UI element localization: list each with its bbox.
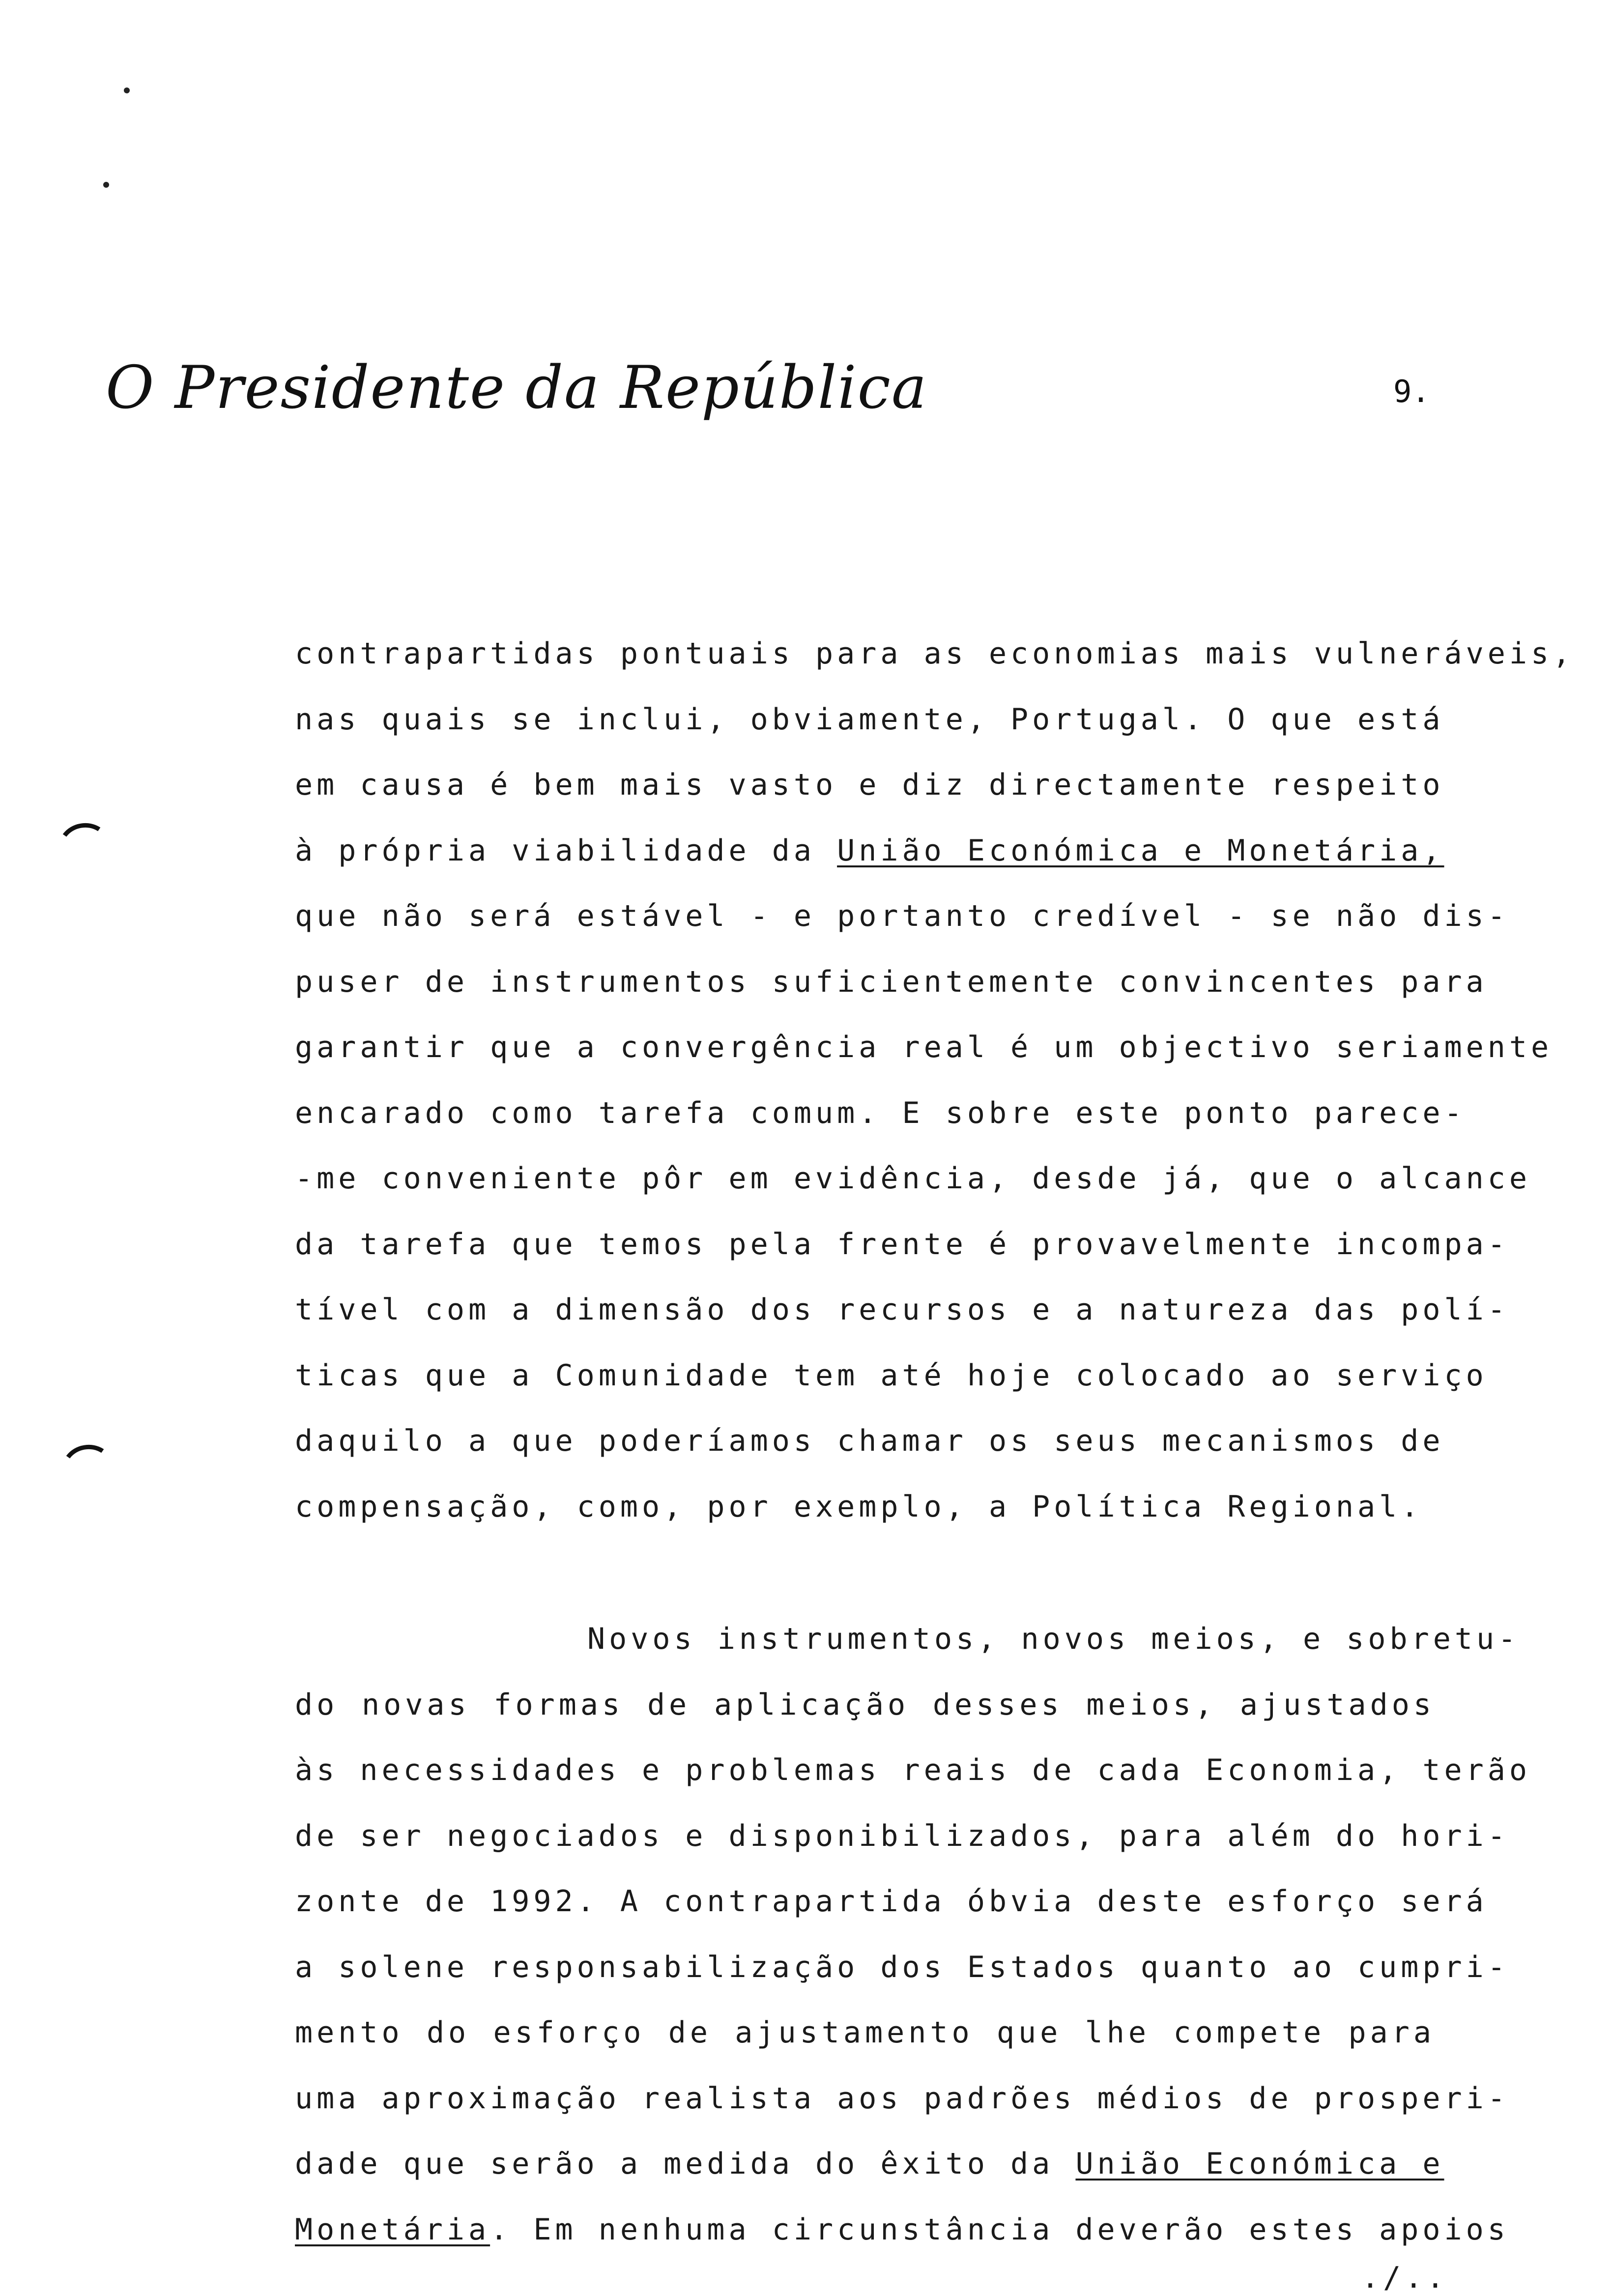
text-line: tível com a dimensão dos recursos e a natureza das polí- — [295, 1292, 1509, 1327]
text-line: nas quais se inclui, obviamente, Portugal. O que está — [295, 702, 1444, 737]
text-line: mento do esforço de ajustamento que lhe compete para — [295, 2015, 1435, 2050]
underlined-term: Monetária — [295, 2212, 490, 2247]
continuation-mark: ./.. — [1361, 2261, 1448, 2295]
text-line: da tarefa que temos pela frente é provavelmente incompa- — [295, 1227, 1509, 1262]
text-line — [295, 833, 1444, 868]
text-line: garantir que a convergência real é um objectivo seriamente — [295, 1030, 1553, 1064]
text-line: contrapartidas pontuais para as economias mais vulneráveis, — [295, 636, 1575, 671]
text-segment: . Em nenhuma circunstância deverão estes apoios — [490, 2212, 1509, 2247]
text-segment: à própria viabilidade da — [295, 833, 837, 868]
text-line — [295, 2212, 1509, 2247]
text-line: puser de instrumentos suficientemente convincentes para — [295, 964, 1488, 999]
page-number: 9. — [1393, 373, 1430, 409]
text-line: daquilo a que poderíamos chamar os seus mecanismos de — [295, 1424, 1444, 1458]
letterhead: O Presidente da República — [106, 354, 928, 422]
punch-hole-mark — [54, 819, 115, 876]
text-line: em causa é bem mais vasto e diz directamente respeito — [295, 768, 1444, 802]
text-line: uma aproximação realista aos padrões médios de prosperi- — [295, 2081, 1509, 2116]
scan-speck — [103, 182, 109, 188]
text-line — [295, 2147, 1444, 2181]
underlined-term: União Económica e — [1075, 2147, 1444, 2181]
underlined-term: União Económica e Monetária, — [837, 833, 1444, 868]
text-line: compensação, como, por exemplo, a Política Regional. — [295, 1489, 1423, 1524]
text-line: encarado como tarefa comum. E sobre este ponto parece- — [295, 1095, 1466, 1130]
text-line: do novas formas de aplicação desses meios, ajustados — [295, 1687, 1435, 1722]
punch-hole-mark — [58, 1440, 118, 1497]
text-line: ticas que a Comunidade tem até hoje colocado ao serviço — [295, 1358, 1488, 1393]
scan-speck — [124, 87, 130, 93]
text-line: zonte de 1992. A contrapartida óbvia deste esforço será — [295, 1884, 1488, 1919]
text-line: às necessidades e problemas reais de cada Economia, terão — [295, 1753, 1531, 1787]
text-line: a solene responsabilização dos Estados quanto ao cumpri- — [295, 1950, 1509, 1984]
text-line: de ser negociados e disponibilizados, para além do hori- — [295, 1818, 1509, 1853]
text-line: Novos instrumentos, novos meios, e sobretu- — [587, 1622, 1520, 1656]
text-segment: dade que serão a medida do êxito da — [295, 2147, 1076, 2181]
text-line: -me conveniente pôr em evidência, desde já, que o alcance — [295, 1161, 1531, 1196]
text-line: que não será estável - e portanto credível - se não dis- — [295, 899, 1509, 933]
